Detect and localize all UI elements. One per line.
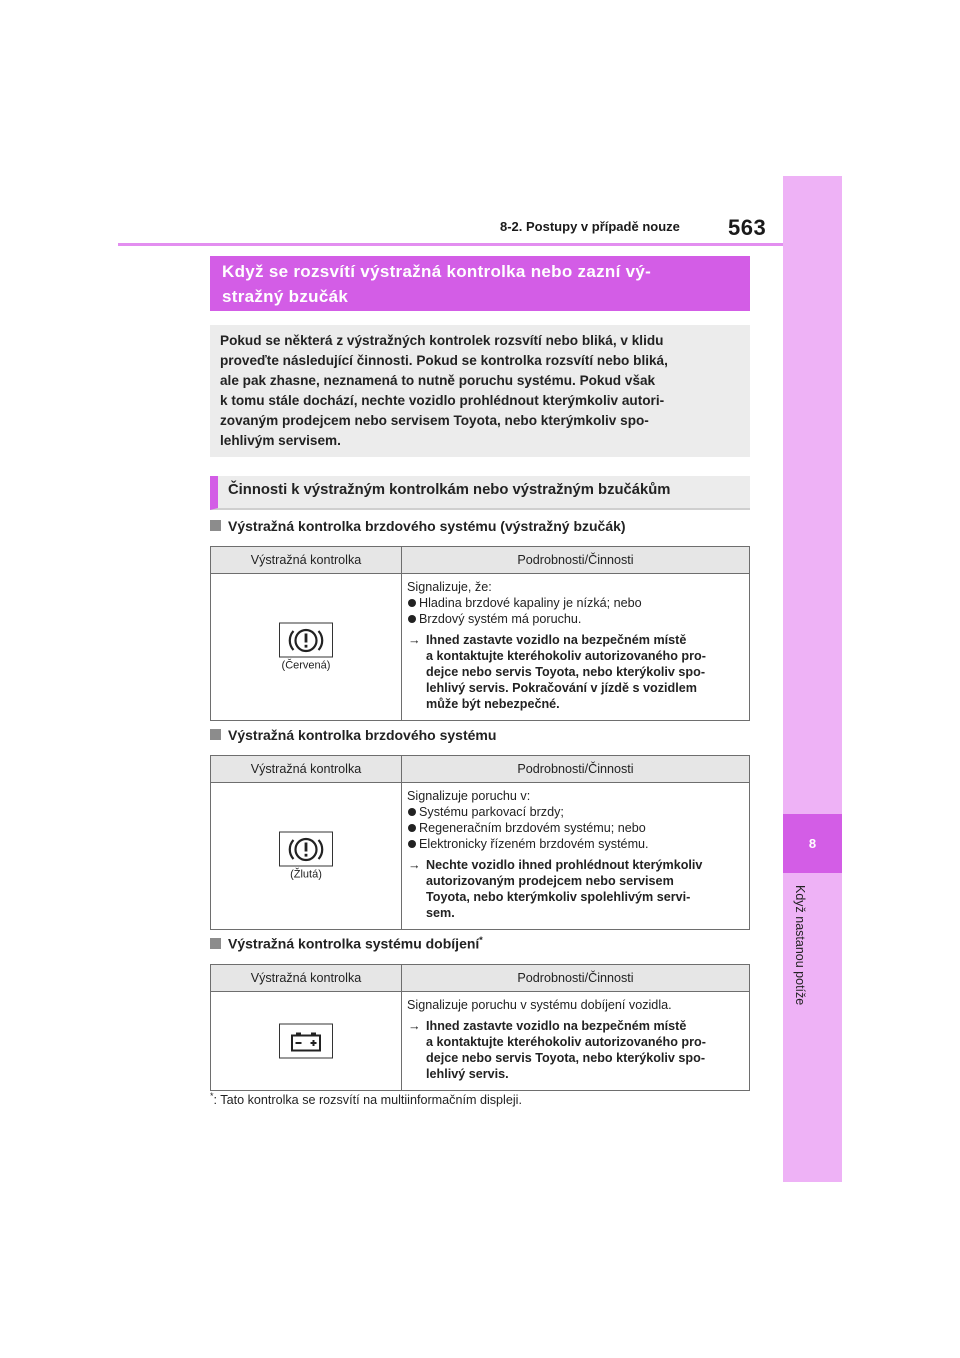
table-header-cell: Výstražná kontrolka xyxy=(211,756,402,783)
sub-section-title xyxy=(210,518,626,534)
action-line: a kontaktujte kteréhokoliv autorizovaného pro- xyxy=(426,1035,706,1049)
sub-section-title-text: Výstražná kontrolka brzdového systému (výstražný bzučák) xyxy=(228,518,626,534)
intro-line: lehlivým servisem. xyxy=(220,433,341,448)
arrow-right-icon: → xyxy=(408,858,421,872)
warning-table xyxy=(210,964,750,1091)
page-title-line: stražný bzučák xyxy=(222,287,349,306)
icon-color-caption: (Žlutá) xyxy=(290,868,322,881)
warning-table xyxy=(210,546,750,721)
action-instruction xyxy=(407,1018,743,1082)
header-divider xyxy=(118,243,783,246)
table-header-cell: Podrobnosti/Činnosti xyxy=(402,547,750,574)
brake-warning-icon xyxy=(279,623,333,658)
table-header-cell: Výstražná kontrolka xyxy=(211,547,402,574)
action-line: může být nebezpečné. xyxy=(426,697,560,711)
action-line: lehlivý servis. xyxy=(426,1067,509,1081)
battery-icon xyxy=(279,1024,333,1059)
footnote-mark: * xyxy=(210,1091,214,1101)
intro-line: k tomu stále dochází, nechte vozidlo prohlédnout kterýmkoliv autori- xyxy=(220,393,665,408)
square-bullet-icon xyxy=(210,938,221,949)
sub-section-title xyxy=(210,935,483,952)
details-cell xyxy=(402,783,750,930)
table-header-cell: Podrobnosti/Činnosti xyxy=(402,756,750,783)
bullet-item: Regeneračním brzdovém systému; nebo xyxy=(407,820,743,836)
sub-section-title xyxy=(210,727,496,743)
details-intro: Signalizuje poruchu v systému dobíjení vozidla. xyxy=(407,998,672,1012)
warning-table xyxy=(210,755,750,930)
action-line: Ihned zastavte vozidlo na bezpečném místě xyxy=(426,1019,687,1033)
bullet-item: Hladina brzdové kapaliny je nízká; nebo xyxy=(407,595,743,611)
square-bullet-icon xyxy=(210,729,221,740)
intro-box xyxy=(210,325,750,457)
brake-warning-icon xyxy=(279,832,333,867)
icon-cell xyxy=(211,783,402,930)
square-bullet-icon xyxy=(210,520,221,531)
action-line: Toyota, nebo kterýmkoliv spolehlivým servi- xyxy=(426,890,691,904)
details-intro: Signalizuje poruchu v: xyxy=(407,789,531,803)
action-line: Nechte vozidlo ihned prohlédnout kterýmkoliv xyxy=(426,858,703,872)
action-line: lehlivý servis. Pokračování v jízdě s vozidlem xyxy=(426,681,697,695)
action-line: a kontaktujte kteréhokoliv autorizovaného pro- xyxy=(426,649,706,663)
chapter-number-tab: 8 xyxy=(783,814,842,873)
action-line: autorizovaným prodejcem nebo servisem xyxy=(426,874,674,888)
intro-line: ale pak zhasne, neznamená to nutně poruchu systému. Pokud však xyxy=(220,373,656,388)
details-intro: Signalizuje, že: xyxy=(407,580,492,594)
chapter-side-tab xyxy=(783,176,842,1182)
icon-color-caption: (Červená) xyxy=(281,659,331,672)
section-header: 8-2. Postupy v případě nouze xyxy=(500,219,680,234)
details-cell xyxy=(402,574,750,721)
bullet-item: Brzdový systém má poruchu. xyxy=(407,611,743,627)
chapter-label: Když nastanou potíže xyxy=(793,885,807,1006)
action-line: Ihned zastavte vozidlo na bezpečném místě xyxy=(426,633,687,647)
section-subheading: Činnosti k výstražným kontrolkám nebo výstražným bzučákům xyxy=(210,476,750,510)
intro-line: proveďte následující činnosti. Pokud se kontrolka rozsvítí nebo bliká, xyxy=(220,353,668,368)
page-title-line: Když se rozsvítí výstražná kontrolka nebo zazní vý- xyxy=(222,262,652,281)
action-line: dejce nebo servis Toyota, nebo kterýkoliv spo- xyxy=(426,665,706,679)
table-header-row xyxy=(211,756,750,783)
action-line: sem. xyxy=(426,906,455,920)
table-header-row xyxy=(211,965,750,992)
table-row xyxy=(211,992,750,1091)
table-header-cell: Výstražná kontrolka xyxy=(211,965,402,992)
table-row xyxy=(211,574,750,721)
footnote-mark: * xyxy=(479,935,483,945)
bullet-item: Elektronicky řízeném brzdovém systému. xyxy=(407,836,743,852)
page-number: 563 xyxy=(728,215,767,240)
icon-cell xyxy=(211,574,402,721)
details-cell xyxy=(402,992,750,1091)
icon-cell xyxy=(211,992,402,1091)
table-header-row xyxy=(211,547,750,574)
footnote xyxy=(210,1091,522,1107)
page-title xyxy=(210,256,750,311)
intro-line: Pokud se některá z výstražných kontrolek rozsvítí nebo bliká, v klidu xyxy=(220,333,664,348)
intro-line: zovaným prodejcem nebo servisem Toyota, nebo kterýmkoliv spo- xyxy=(220,413,649,428)
sub-section-title-text: Výstražná kontrolka brzdového systému xyxy=(228,727,497,743)
arrow-right-icon: → xyxy=(408,633,421,647)
action-line: dejce nebo servis Toyota, nebo kterýkoliv spo- xyxy=(426,1051,706,1065)
sub-section-title-text: Výstražná kontrolka systému dobíjení xyxy=(228,935,480,952)
action-instruction xyxy=(407,632,743,712)
table-header-cell: Podrobnosti/Činnosti xyxy=(402,965,750,992)
arrow-right-icon: → xyxy=(408,1019,421,1033)
action-instruction xyxy=(407,857,743,921)
footnote-text: : Tato kontrolka se rozsvítí na multiinformačním displeji. xyxy=(213,1093,522,1108)
table-row xyxy=(211,783,750,930)
bullet-item: Systému parkovací brzdy; xyxy=(407,804,743,820)
